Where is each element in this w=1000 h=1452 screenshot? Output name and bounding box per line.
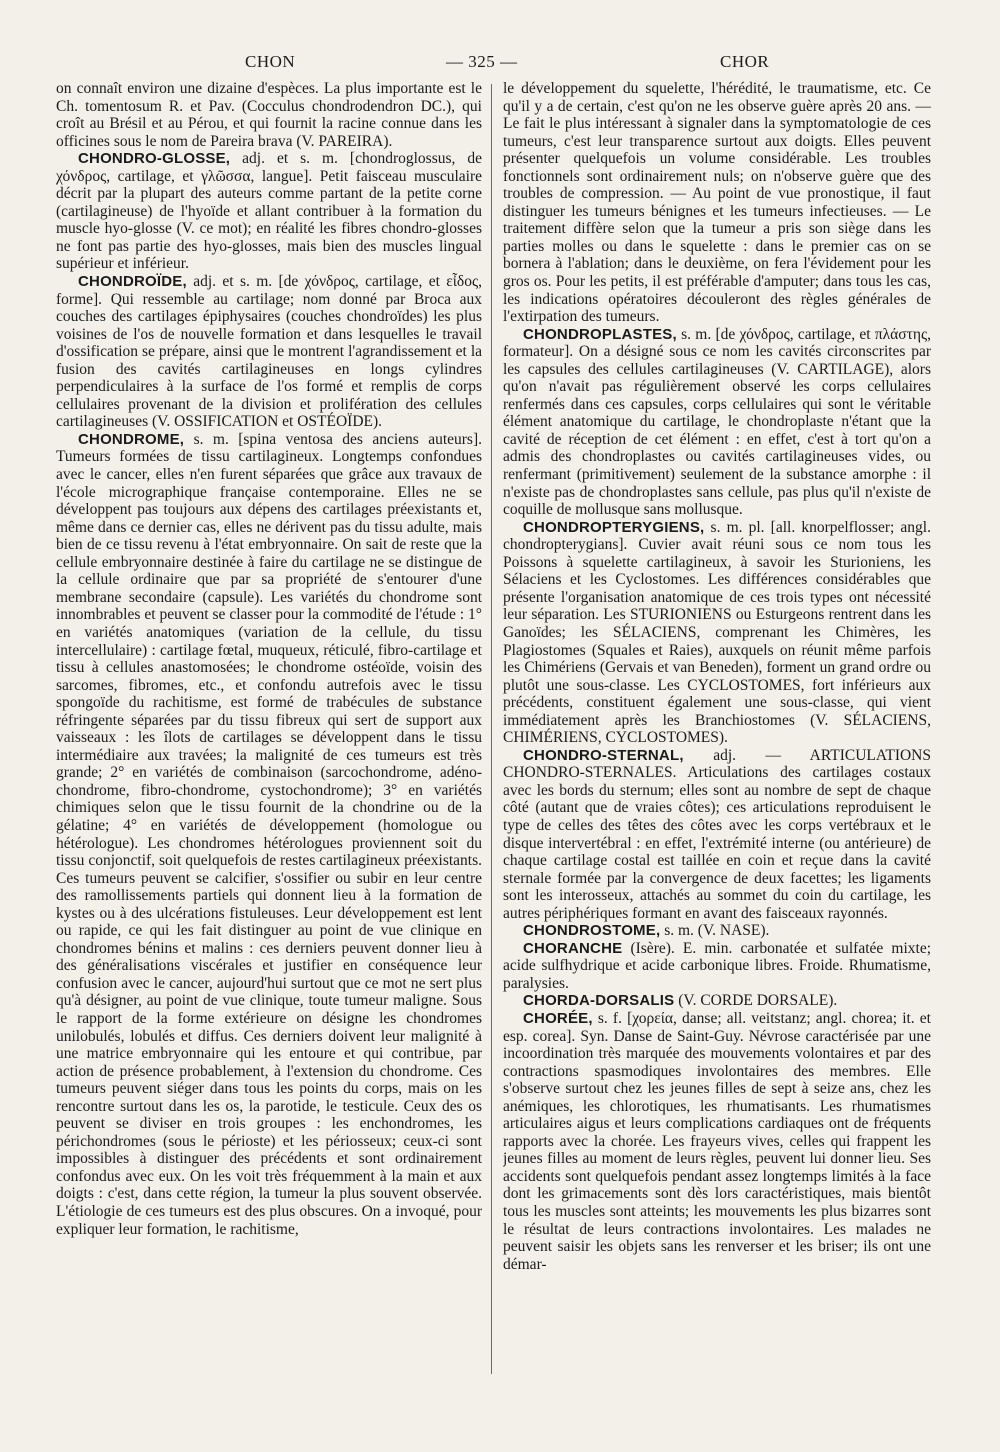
entry-headword: CHONDROPLASTES,	[523, 325, 677, 343]
dictionary-entry	[503, 940, 931, 993]
page-number: — 325 —	[446, 52, 518, 71]
entry-body: (Isère). E. min. carbonatée et sulfatée mixte; acide sulfhydrique et acide carbonique libres. Froide. Rhumatisme, paralysies.	[503, 939, 931, 992]
entry-headword: CHONDROÏDE,	[78, 273, 187, 291]
left-column	[56, 80, 482, 1380]
dictionary-entry	[56, 431, 482, 1238]
entry-body: s. m. pl. [all. knorpelflosser; angl. chondropterygians]. Cuvier avait réuni sous ce nom tous les Poissons à squelette cartilagineux, à savoir les Sturioniens, les Sélaciens et les Cyclostomes. Les différences considérables que présente l'organisation anatomique de ces trois types ont nécessité leur séparation. Les STURIONIENS ou Esturgeons rentrent dans les Ganoïdes; les SÉLACIENS, comprenant les Chimères, les Plagiostomes (Squales et Raies), auxquels on réunit même parfois les Chimériens (Gervais et van Beneden), forment un grand ordre ou plutôt une sous-classe. Les CYCLOSTOMES, fort inférieurs aux précédents, constituent également une sous-classe, qui vient immédiatement après les Branchiostomes (V. SÉLACIENS, CHIMÉRIENS, CYCLOSTOMES).	[503, 518, 931, 747]
running-head-right: CHOR	[720, 52, 770, 71]
dictionary-entry	[503, 519, 931, 747]
entry-body: adj. — ARTICULATIONS CHONDRO-STERNALES. Articulations des cartilages costaux avec les bords du sternum; elles sont au nombre de sept de chaque côté (autant que de vraies côtes); ces articulations reproduisent le type de celles des têtes des côtes avec les corps vertébraux et le disque intervertébral : en effet, l'extrémité interne (ou antérieure) de chaque cartilage costal est taillée en coin et reçue dans la cavité sternale formée par la convergence de deux facettes; les ligaments sont les interosseux, attachés au sommet du coin du cartilage, les autres périphériques formant en avant des faisceaux rayonnés.	[503, 746, 931, 922]
dictionary-entry	[503, 992, 931, 1010]
dictionary-entry	[503, 326, 931, 519]
dictionary-entry	[56, 273, 482, 431]
entry-headword: CHONDRO-STERNAL,	[523, 746, 684, 764]
entry-body: s. m. [spina ventosa des anciens auteurs]. Tumeurs formées de tissu cartilagineux. Longtemps confondues avec le cancer, elles n'en furent séparées que grâce aux travaux de l'école micrographique française contemporaine. Elles ne se développent pas toujours aux dépens des cartilages préexistants et, même dans ce dernier cas, elles ne dérivent pas du tissu adulte, mais bien de ce tissu revenu à l'état embryonnaire. On sait de reste que la cellule embryonnaire destinée à faire du cartilage ne se distingue de la cellule ordinaire que par sa propriété de s'entourer d'une membrane secondaire (capsule). Les variétés du chondrome sont innombrables et peuvent se classer pour la commodité de l'étude : 1° en variétés anatomiques (variation de la cellule, du tissu intercellulaire) : cartilage fœtal, muqueux, réticulé, fibro-cartilage et tissu à cellules anastomosées; le chondrome ostéoïde, voisin des sarcomes, fibromes, etc., et confondu autrefois avec le tissu spongoïde du rachitisme, est formé de trabécules de substance réfringente séparées par du tissu fibreux qui sert de support aux vaisseaux : les îlots de cartilages se développent dans le tissu intermédiaire aux travées; la malignité de ces tumeurs est très grande; 2° en variétés de combinaison (sarcochondrome, adéno-chondrome, fibro-chondrome, cystochondrome); 3° en variétés chimiques selon que le tissu fournit de la chondrine ou de la gélatine; 4° en variétés de développement (homologue ou hétérologue). Les chondromes hétérologues proviennent soit du tissu conjonctif, soit quelquefois de restes cartilagineux préexistants. Ces tumeurs peuvent se calcifier, s'ossifier ou subir en leur centre des ramollissements partiels qui donnent lieu à la formation de kystes ou à des ulcérations fistuleuses. Leur développement est lent ou rapide, ce qui les fait distinguer au point de vue clinique en chondromes bénins et malins : ces derniers peuvent donner lieu à des généralisations viscérales et justifier en conséquence leur confusion avec le cancer, aujourd'hui surtout que ce mot ne sert plus qu'à désigner, au point de vue clinique, toute tumeur maligne. Sous le rapport de la forme extérieure on désigne les chondromes unilobulés, lobulés et diffus. Ces derniers doivent leur malignité à une matrice embryonnaire qui les entoure et qui contribue, par action de présence probablement, à l'extension du chondrome. Ces tumeurs peuvent siéger dans tous les points du corps, mais on les rencontre surtout dans les os, la parotide, le testicule. Ceux des os peuvent se diviser en trois groupes : les enchondromes, les périchondromes (sous le périoste) et les périosseux; ceux-ci sont impossibles à distinguer des précédents et sont ordinairement confondus avec eux. On les voit très fréquemment à la main et aux doigts : c'est, dans cette région, la tumeur la plus souvent observée. L'étiologie de ces tumeurs est des plus obscures. On a invoqué, pour expliquer leur formation, le rachitisme,	[56, 430, 482, 1238]
entry-body: adj. et s. m. [chondroglossus, de χόνδρος, cartilage, et γλῶσσα, langue]. Petit faisceau musculaire décrit par la plupart des auteurs comme partant de la petite corne (cartilagineuse) de l'hyoïde et allant contribuer à la formation du muscle hyo-glosse (V. ce mot); en réalité les fibres chondro-glosses ne font pas partie des hyo-glosses, mais bien des muscles lingual supérieur et inférieur.	[56, 150, 482, 273]
entry-headword: CHONDROME,	[78, 430, 185, 448]
entry-headword: CHORÉE,	[523, 1009, 593, 1027]
continued-text: le développement du squelette, l'hérédité, le traumatisme, etc. Ce qu'il y a de certain, c'est qu'on ne les observe guère après 20 ans. — Le fait le plus intéressant à signaler dans la symptomatologie de ces tumeurs, c'est leur transparence surtout aux doigts. Elles peuvent présenter quelquefois un volume considérable. Les troubles fonctionnels sont ordinairement nuls; on n'observe guère que des troubles de compression. — Au point de vue pronostique, il faut distinguer les tumeurs bénignes et les tumeurs infectieuses. — Le traitement diffère selon que la tumeur a pris son siège dans les parties molles ou dans le squelette : dans le premier cas on se bornera à l'ablation; dans le deuxième, on fera l'évidement pour les gros os. Pour les petits, il est préférable d'amputer; dans tous les cas, les indications opératoires découleront des règles générales de l'extirpation des tumeurs.	[503, 80, 931, 326]
entry-body: s. m. [de χόνδρος, cartilage, et πλάστης, formateur]. On a désigné sous ce nom les cavités circonscrites par les capsules des cellules cartilagineuses (V. CARTILAGE), alors qu'on n'avait pas régulièrement observé les corps cellulaires renfermés dans ces capsules, corps cellulaires qui sont le véritable élément anatomique du cartilage, le chondroplaste n'étant que la cavité de réception de cet élément : en effet, c'est à tort qu'on a admis des chondroplastes ou cavités cartilagineuses vides, ou renfermant (primitivement) seulement de la substance amorphe : il n'existe pas de chondroplastes sans cellule, pas plus qu'il n'existe de coquille de mollusque sans mollusque.	[503, 325, 931, 519]
entry-headword: CHORDA-DORSALIS	[523, 992, 675, 1010]
dictionary-entry	[503, 1010, 931, 1273]
entry-body: (V. CORDE DORSALE).	[678, 992, 838, 1010]
column-divider	[491, 84, 492, 1374]
entry-headword: CHORANCHE	[523, 939, 623, 957]
entry-body: adj. et s. m. [de χόνδρος, cartilage, et εἶδος, forme]. Qui ressemble au cartilage; nom donné par Broca aux couches des cartilages épiphysaires (couches chondroïdes) les plus voisines de l'os de nouvelle formation et dans lesquelles le travail d'ossification se prépare, ainsi que le montrent l'agrandissement et la fusion des cavités cartilagineuses en longs cylindres perpendiculaires à la surface de l'os formé et remplis de corps cellulaires provenant de la division et prolifération des cellules cartilagineuses (V. OSSIFICATION et OSTÉOÏDE).	[56, 273, 482, 431]
entry-body: s. m. (V. NASE).	[664, 922, 770, 940]
entry-headword: CHONDRO-GLOSSE,	[78, 150, 231, 168]
dictionary-entry	[503, 747, 931, 922]
running-head-left: CHON	[245, 52, 296, 71]
dictionary-entry	[503, 922, 931, 940]
entry-headword: CHONDROPTERYGIENS,	[523, 518, 705, 536]
right-column	[503, 80, 931, 1380]
page-header	[0, 52, 1000, 82]
entry-body: s. f. [χορεία, danse; all. veitstanz; angl. chorea; it. et esp. corea]. Syn. Danse de Saint-Guy. Névrose caractérisée par une incoordination très marquée des mouvements volontaires et par des contractions spasmodiques involontaires des membres. Elle s'observe surtout chez les jeunes filles de sept à seize ans, chez les anémiques, les chlorotiques, les rhumatisants. Les rhumatismes articulaires aigus et leurs complications cardiaques ont de fréquents rapports avec la chorée. Les frayeurs vives, celles qui frappent les jeunes filles au moment de leurs règles, peuvent lui donner lieu. Ses accidents sont quelquefois pendant assez longtemps limités à la face dont les grimacements sont dès lors caractéristiques, mais bientôt tous les muscles sont atteints; les mouvements les plus bizarres sont le résultat de leurs contractions involontaires. Les malades ne peuvent saisir les objets sans les renverser et les briser; ils ont une démar-	[503, 1009, 931, 1273]
entry-headword: CHONDROSTOME,	[523, 922, 661, 940]
continued-text: on connaît environ une dizaine d'espèces. La plus importante est le Ch. tomentosum R. et Pav. (Cocculus chondrodendron DC.), qui croît au Brésil et au Pérou, et qui fournit la racine connue dans les officines sous le nom de Pareira brava (V. PAREIRA).	[56, 80, 482, 150]
dictionary-entry	[56, 150, 482, 273]
